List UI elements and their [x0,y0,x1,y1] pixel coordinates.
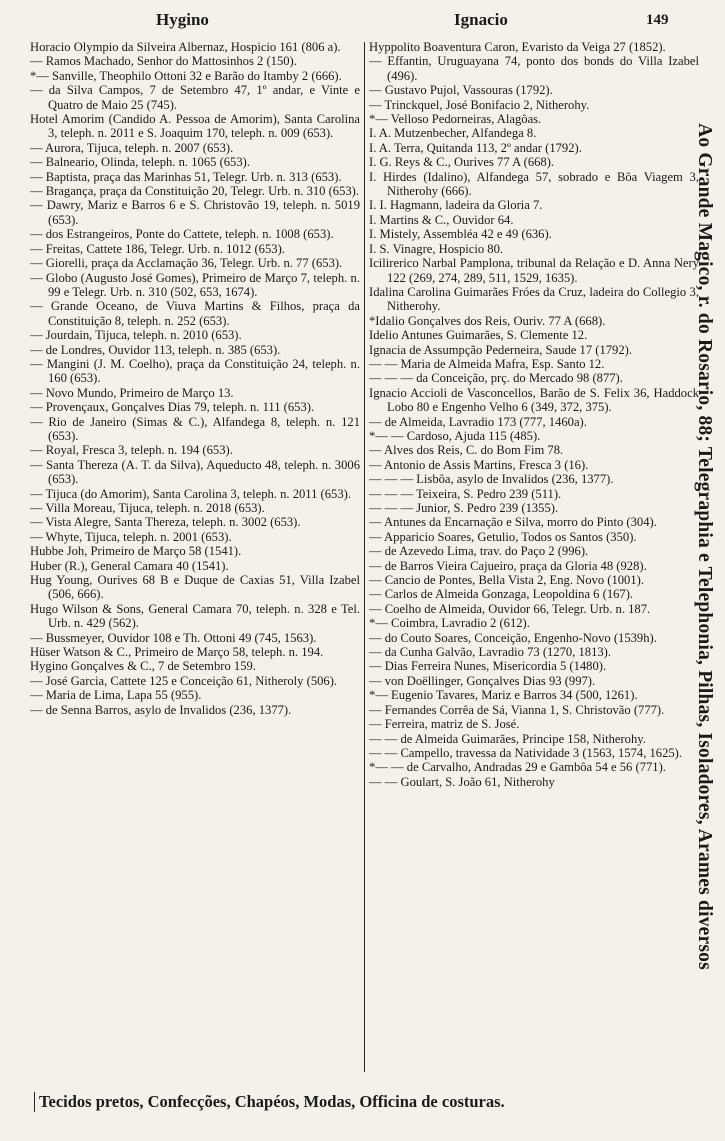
directory-entry: *Idalio Gonçalves dos Reis, Ouriv. 77 A (668). [369,313,606,328]
directory-entry: — Vista Alegre, Santa Thereza, teleph. n. 3002 (653). [30,515,301,530]
directory-entry: I. A. Mutzenbecher, Alfandega 8. [369,126,537,141]
directory-entry: *— Sanville, Theophilo Ottoni 32 e Barão do Itamby 2 (666). [30,68,342,83]
directory-entry: — Ferreira, matriz de S. José. [369,717,520,732]
directory-entry: Huber (R.), General Camara 40 (1541). [30,558,229,573]
right-running-head: Ignacio [454,10,508,29]
directory-entry: — Dawry, Mariz e Barros 6 e S. Christovão 19, teleph. n. 5019 (653). [30,198,360,227]
directory-entry: I. G. Reys & C., Ourives 77 A (668). [369,155,555,170]
directory-entry: — Globo (Augusto José Gomes), Primeiro de Março 7, teleph. n. 99 e Telegr. Urb. n. 310 (502, 653, 1674). [30,270,360,299]
directory-entry: — Royal, Fresca 3, teleph. n. 194 (653). [30,443,233,458]
directory-entry: Ignacio Accioli de Vasconcellos, Barão de S. Felix 36, Haddock Lobo 80 e Engenho Velho 6 (349, 372, 375). [369,385,699,415]
directory-entry: — Baptista, praça das Marinhas 51, Telegr. Urb. n. 313 (653). [30,169,342,184]
directory-entry: — de Azevedo Lima, trav. do Paço 2 (996). [369,544,589,559]
directory-entry: — de Almeida, Lavradio 173 (777, 1460a). [369,414,587,429]
directory-entry: Hugo Wilson & Sons, General Camara 70, teleph. n. 328 e Tel. Urb. n. 429 (562). [30,601,360,631]
directory-entry: — Fernandes Corrêa de Sá, Vianna 1, S. Christovão (777). [369,702,665,717]
directory-entry: *— Velloso Pedorneiras, Alagôas. [369,112,542,127]
directory-entry: — Antunes da Encarnação e Silva, morro do Pinto (304). [369,515,657,530]
directory-entry: — — — Lisbôa, asylo de Invalidos (236, 1377). [369,472,614,487]
directory-entry: — Tijuca (do Amorim), Santa Carolina 3, teleph. n. 2011 (653). [30,486,351,501]
directory-entry: — Bragança, praça da Constituição 20, Telegr. Urb. n. 310 (653). [30,184,360,199]
directory-entry: — Antonio de Assis Martins, Fresca 3 (16). [369,457,589,472]
directory-entry: Hubbe Joh, Primeiro de Março 58 (1541). [30,544,242,559]
directory-entry: — — — da Conceição, prç. do Mercado 98 (877). [369,371,623,386]
directory-entry: — da Silva Campos, 7 de Setembro 47, 1º andar, e Vinte e Quatro de Maio 25 (745). [30,83,360,112]
directory-entry: Idelio Antunes Guimarães, S. Clemente 12. [369,328,588,343]
directory-entry: — Mangini (J. M. Coelho), praça da Constituição 24, teleph. n. 160 (653). [30,356,360,386]
directory-entry: — Whyte, Tijuca, teleph. n. 2001 (653). [30,529,232,544]
directory-entry: Hüser Watson & C., Primeiro de Março 58, teleph. n. 194. [30,645,324,660]
directory-entry: — — de Almeida Guimarães, Principe 158, Nitherohy. [369,731,646,746]
directory-entry: — do Couto Soares, Conceição, Engenho-Novo (1539h). [369,630,657,645]
directory-entry: Ignacia de Assumpção Pederneira, Saude 17 (1792). [369,342,632,357]
directory-entry: *— — Cardoso, Ajuda 115 (485). [369,428,541,443]
left-column [30,40,360,1080]
directory-entry: — — Maria de Almeida Mafra, Esp. Santo 12. [369,356,605,371]
directory-entry: *— — de Carvalho, Andradas 29 e Gambôa 54 e 56 (771). [369,760,666,775]
directory-entry: — de Senna Barros, asylo de Invalidos (236, 1377). [30,702,292,717]
directory-entry: — Apparicio Soares, Getulio, Todos os Santos (350). [369,529,637,544]
directory-entry: I. I. Hagmann, ladeira da Gloria 7. [369,198,543,213]
directory-entry: — José Garcia, Cattete 125 e Conceição 61, Nitheroly (506). [30,673,338,688]
directory-entry: Icilirerico Narbal Pamplona, tribunal da Relação e D. Anna Nery 122 (269, 274, 289, 511, 1529, 1635). [369,256,699,285]
directory-entry: — Carlos de Almeida Gonzaga, Leopoldina 6 (167). [369,587,634,602]
directory-entry: Idalina Carolina Guimarães Fróes da Cruz, ladeira do Collegio 3, Nitherohy. [369,284,699,314]
directory-entry: — Jourdain, Tijuca, teleph. n. 2010 (653). [30,328,242,343]
directory-entry: Hygino Gonçalves & C., 7 de Setembro 159. [30,659,256,674]
right-column [369,40,699,1080]
directory-entry: — Balneario, Olinda, teleph. n. 1065 (653). [30,155,250,170]
directory-entry: Horacio Olympio da Silveira Albernaz, Hospicio 161 (806 a). [30,40,341,54]
directory-entry: Hyppolito Boaventura Caron, Evaristo da Veiga 27 (1852). [369,40,666,54]
directory-entry: — Freitas, Cattete 186, Telegr. Urb. n. 1012 (653). [30,241,285,256]
directory-entry: — — Campello, travessa da Natividade 3 (1563, 1574, 1625). [369,745,683,760]
directory-entry: — Trinckquel, José Bonifacio 2, Nitherohy. [369,97,590,112]
directory-entry: — de Londres, Ouvidor 113, teleph. n. 385 (653). [30,342,281,357]
directory-entry: Hug Young, Ourives 68 B e Duque de Caxias 51, Villa Izabel (506, 666). [30,573,360,602]
side-advertisement [687,14,721,1079]
bottom-advertisement: Tecidos pretos, Confecções, Chapéos, Modas, Officina de costuras. [34,1092,689,1112]
left-running-head: Hygino [156,10,209,29]
directory-entry: I. Martins & C., Ouvidor 64. [369,212,514,227]
directory-entry: — Novo Mundo, Primeiro de Março 13. [30,385,234,400]
directory-entry: — de Barros Vieira Cajueiro, praça da Gloria 48 (928). [369,558,647,573]
directory-entry: — Coelho de Almeida, Ouvidor 66, Telegr. Urb. n. 187. [369,601,651,616]
directory-entry: — Maria de Lima, Lapa 55 (955). [30,688,202,703]
directory-entry: — Provençaux, Gonçalves Dias 79, teleph. n. 111 (653). [30,400,315,415]
directory-entry: — Santa Thereza (A. T. da Silva), Aqueducto 48, teleph. n. 3006 (653). [30,457,360,487]
directory-entry: — — — Teixeira, S. Pedro 239 (511). [369,486,562,501]
directory-entry: *— Eugenio Tavares, Mariz e Barros 34 (500, 1261). [369,688,638,703]
page-number: 149 [646,12,669,28]
directory-entry: — Ramos Machado, Senhor do Mattosinhos 2 (150). [30,54,297,69]
directory-entry: — Dias Ferreira Nunes, Misericordia 5 (1480). [369,659,607,674]
directory-entry: — Gustavo Pujol, Vassouras (1792). [369,83,553,98]
directory-entry: — Bussmeyer, Ouvidor 108 e Th. Ottoni 49 (745, 1563). [30,630,317,645]
directory-entry: — — Goulart, S. João 61, Nitherohy [369,774,555,789]
directory-entry: — Alves dos Reis, C. do Bom Fim 78. [369,443,564,458]
directory-entry: — — — Junior, S. Pedro 239 (1355). [369,501,559,515]
directory-entry: I. S. Vinagre, Hospicio 80. [369,241,504,256]
directory-entry: — Grande Oceano, de Viuva Martins & Filhos, praça da Constituição 8, teleph. n. 252 (653). [30,299,360,328]
directory-entry: — von Doëllinger, Gonçalves Dias 93 (997). [369,673,596,688]
directory-entry: — Effantin, Uruguayana 74, ponto dos bonds do Villa Izabel (496). [369,54,699,83]
directory-entry: — Villa Moreau, Tijuca, teleph. n. 2018 (653). [30,501,265,515]
directory-entry: — dos Estrangeiros, Ponte do Cattete, teleph. n. 1008 (653). [30,227,334,242]
directory-entry: — Cancio de Pontes, Bella Vista 2, Eng. Novo (1001). [369,573,644,588]
directory-entry: — Giorelli, praça da Acclamação 36, Telegr. Urb. n. 77 (653). [30,256,343,271]
column-divider [364,42,365,1072]
directory-entry: Hotel Amorim (Candido A. Pessoa de Amorim), Santa Carolina 3, teleph. n. 2011 e S. Joaquim 170, teleph. n. 009 (653). [30,112,360,141]
directory-entry: *— Coimbra, Lavradio 2 (612). [369,616,530,631]
directory-entry: — da Cunha Galvão, Lavradio 73 (1270, 1813). [369,645,612,660]
side-advertisement-text: Ao Grande Magico, r. do Rosario, 88; Telegraphia e Telephonia, Pilhas, Isoladores, Arames diversos [694,123,715,970]
directory-entry: — Rio de Janeiro (Simas & C.), Alfandega 8, teleph. n. 121 (653). [30,414,360,443]
page-header [30,10,690,36]
directory-entry: I. A. Terra, Quitanda 113, 2º andar (1792). [369,140,582,155]
directory-entry: I. Hirdes (Idalino), Alfandega 57, sobrado e Bôa Viagem 3, Nitherohy (666). [369,169,699,199]
directory-entry: — Aurora, Tijuca, teleph. n. 2007 (653). [30,140,234,155]
directory-entry: I. Mistely, Assembléa 42 e 49 (636). [369,227,552,242]
